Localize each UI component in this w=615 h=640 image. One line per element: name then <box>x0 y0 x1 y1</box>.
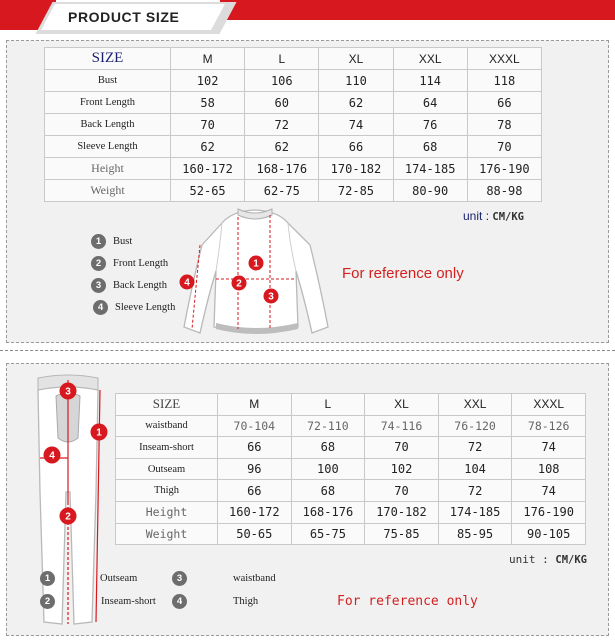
legend-item <box>91 234 132 249</box>
size-col-xxxl: XXXL <box>512 394 586 416</box>
size-col-m: M <box>171 48 245 70</box>
pants-reference-note: For reference only <box>337 594 478 609</box>
table-cell: 74-116 <box>365 415 439 437</box>
table-cell: 78-126 <box>512 415 586 437</box>
legend-label: Back Length <box>113 280 167 291</box>
size-col-m: M <box>218 394 292 416</box>
pants-size-table <box>115 393 586 545</box>
jersey-size-table <box>44 47 542 202</box>
legend-number-badge: 4 <box>93 300 108 315</box>
jersey-diagram <box>170 205 340 345</box>
size-col-xl: XL <box>365 394 439 416</box>
row-label: Bust <box>45 70 171 92</box>
marker-number: 2 <box>236 278 242 290</box>
table-cell: 62 <box>319 92 393 114</box>
table-cell: 68 <box>291 437 365 459</box>
legend-item <box>91 278 167 293</box>
table-row <box>45 158 542 180</box>
table-cell: 168-176 <box>291 501 365 523</box>
table-cell: 100 <box>291 458 365 480</box>
table-cell: 72 <box>438 480 512 502</box>
marker-number: 3 <box>65 386 71 398</box>
table-cell: 70 <box>365 437 439 459</box>
legend-item <box>40 571 137 586</box>
row-label: Inseam-short <box>116 437 218 459</box>
row-label: Back Length <box>45 114 171 136</box>
marker-number: 4 <box>49 450 55 462</box>
marker-number: 2 <box>65 511 71 523</box>
table-row <box>116 437 586 459</box>
size-col-xxxl: XXXL <box>467 48 541 70</box>
table-cell: 170-182 <box>319 158 393 180</box>
table-cell: 102 <box>365 458 439 480</box>
table-cell: 70 <box>171 114 245 136</box>
table-cell: 66 <box>467 92 541 114</box>
size-col-l: L <box>291 394 365 416</box>
table-cell: 102 <box>171 70 245 92</box>
table-cell: 64 <box>393 92 467 114</box>
table-row <box>116 458 586 480</box>
marker-number: 3 <box>268 291 274 303</box>
marker-number: 1 <box>253 258 259 270</box>
row-label: Weight <box>45 180 171 202</box>
table-row <box>116 480 586 502</box>
legend-number-badge: 2 <box>91 256 106 271</box>
size-col-xxl: XXL <box>438 394 512 416</box>
table-cell: 160-172 <box>218 501 292 523</box>
pants-marker <box>60 383 77 400</box>
table-cell: 65-75 <box>291 523 365 545</box>
jersey-marker <box>180 275 195 290</box>
table-row <box>45 92 542 114</box>
table-cell: 80-90 <box>393 180 467 202</box>
table-cell: 75-85 <box>365 523 439 545</box>
jersey-reference-note: For reference only <box>342 265 464 282</box>
table-row <box>45 70 542 92</box>
legend-label: Front Length <box>113 258 169 269</box>
legend-label: waistband <box>233 573 276 584</box>
table-cell: 96 <box>218 458 292 480</box>
table-cell: 176-190 <box>467 158 541 180</box>
table-row <box>116 523 586 545</box>
legend-number-badge: 1 <box>40 571 55 586</box>
table-cell: 60 <box>245 92 319 114</box>
jersey-marker <box>232 276 247 291</box>
row-label: Sleeve Length <box>45 136 171 158</box>
table-cell: 72 <box>438 437 512 459</box>
table-cell: 168-176 <box>245 158 319 180</box>
header-banner <box>0 0 615 34</box>
row-label: Weight <box>116 523 218 545</box>
table-cell: 58 <box>171 92 245 114</box>
size-col-xxl: XXL <box>393 48 467 70</box>
size-col-xl: XL <box>319 48 393 70</box>
row-label: waistband <box>116 415 218 437</box>
legend-number-badge: 3 <box>91 278 106 293</box>
legend-label: Sleeve Length <box>115 302 176 313</box>
table-cell: 170-182 <box>365 501 439 523</box>
marker-number: 4 <box>184 277 190 289</box>
table-cell: 66 <box>218 480 292 502</box>
table-cell: 66 <box>218 437 292 459</box>
legend-label: Outseam <box>100 573 138 584</box>
table-cell: 106 <box>245 70 319 92</box>
table-row <box>45 180 542 202</box>
row-label: Outseam <box>116 458 218 480</box>
pants-marker <box>60 508 77 525</box>
table-cell: 70 <box>365 480 439 502</box>
legend-item <box>40 594 156 609</box>
legend-item <box>172 594 258 609</box>
pants-unit: unit : CM/KG <box>509 553 587 566</box>
marker-number: 1 <box>96 427 102 439</box>
table-cell: 114 <box>393 70 467 92</box>
table-row <box>45 114 542 136</box>
section-divider <box>0 350 615 351</box>
table-cell: 88-98 <box>467 180 541 202</box>
table-cell: 70-104 <box>218 415 292 437</box>
table-cell: 66 <box>319 136 393 158</box>
size-header: SIZE <box>45 48 171 70</box>
table-cell: 108 <box>512 458 586 480</box>
legend-item <box>93 300 175 315</box>
table-cell: 118 <box>467 70 541 92</box>
legend-item <box>91 256 168 271</box>
row-label: Front Length <box>45 92 171 114</box>
legend-number-badge: 2 <box>40 594 55 609</box>
row-label: Thigh <box>116 480 218 502</box>
table-row <box>116 501 586 523</box>
table-cell: 62 <box>245 136 319 158</box>
unit-value: CM/KG <box>492 211 524 223</box>
pants-diagram <box>30 372 120 632</box>
jersey-marker <box>249 256 264 271</box>
table-cell: 174-185 <box>438 501 512 523</box>
table-cell: 104 <box>438 458 512 480</box>
table-cell: 174-185 <box>393 158 467 180</box>
pants-marker <box>91 424 108 441</box>
table-cell: 72 <box>245 114 319 136</box>
table-cell: 76 <box>393 114 467 136</box>
table-cell: 74 <box>512 437 586 459</box>
table-cell: 160-172 <box>171 158 245 180</box>
table-cell: 110 <box>319 70 393 92</box>
page-title: PRODUCT SIZE <box>68 9 180 25</box>
size-col-l: L <box>245 48 319 70</box>
legend-label: Inseam-short <box>101 596 156 607</box>
table-header-row <box>45 48 542 70</box>
table-cell: 72-85 <box>319 180 393 202</box>
table-cell: 78 <box>467 114 541 136</box>
pants-marker <box>44 447 61 464</box>
table-cell: 90-105 <box>512 523 586 545</box>
legend-label: Bust <box>113 236 133 247</box>
unit-label: unit <box>463 209 483 223</box>
size-header: SIZE <box>116 394 218 416</box>
table-cell: 76-120 <box>438 415 512 437</box>
header-red-bar-right <box>220 0 615 20</box>
table-cell: 74 <box>319 114 393 136</box>
table-cell: 62-75 <box>245 180 319 202</box>
table-header-row <box>116 394 586 416</box>
row-label: Height <box>45 158 171 180</box>
legend-number-badge: 4 <box>172 594 187 609</box>
legend-label: Thigh <box>233 596 259 607</box>
legend-number-badge: 3 <box>172 571 187 586</box>
row-label: Height <box>116 501 218 523</box>
table-cell: 85-95 <box>438 523 512 545</box>
jersey-marker <box>264 289 279 304</box>
table-cell: 70 <box>467 136 541 158</box>
table-row <box>45 136 542 158</box>
jersey-unit: unit : CM/KG <box>463 209 524 223</box>
table-row <box>116 415 586 437</box>
table-cell: 62 <box>171 136 245 158</box>
table-cell: 68 <box>393 136 467 158</box>
table-cell: 72-110 <box>291 415 365 437</box>
jersey-outline <box>184 210 328 333</box>
table-cell: 52-65 <box>171 180 245 202</box>
table-cell: 176-190 <box>512 501 586 523</box>
table-cell: 74 <box>512 480 586 502</box>
legend-item <box>172 571 276 586</box>
unit-label: unit <box>509 553 536 566</box>
unit-value: CM/KG <box>555 554 587 566</box>
table-cell: 50-65 <box>218 523 292 545</box>
table-cell: 68 <box>291 480 365 502</box>
legend-number-badge: 1 <box>91 234 106 249</box>
